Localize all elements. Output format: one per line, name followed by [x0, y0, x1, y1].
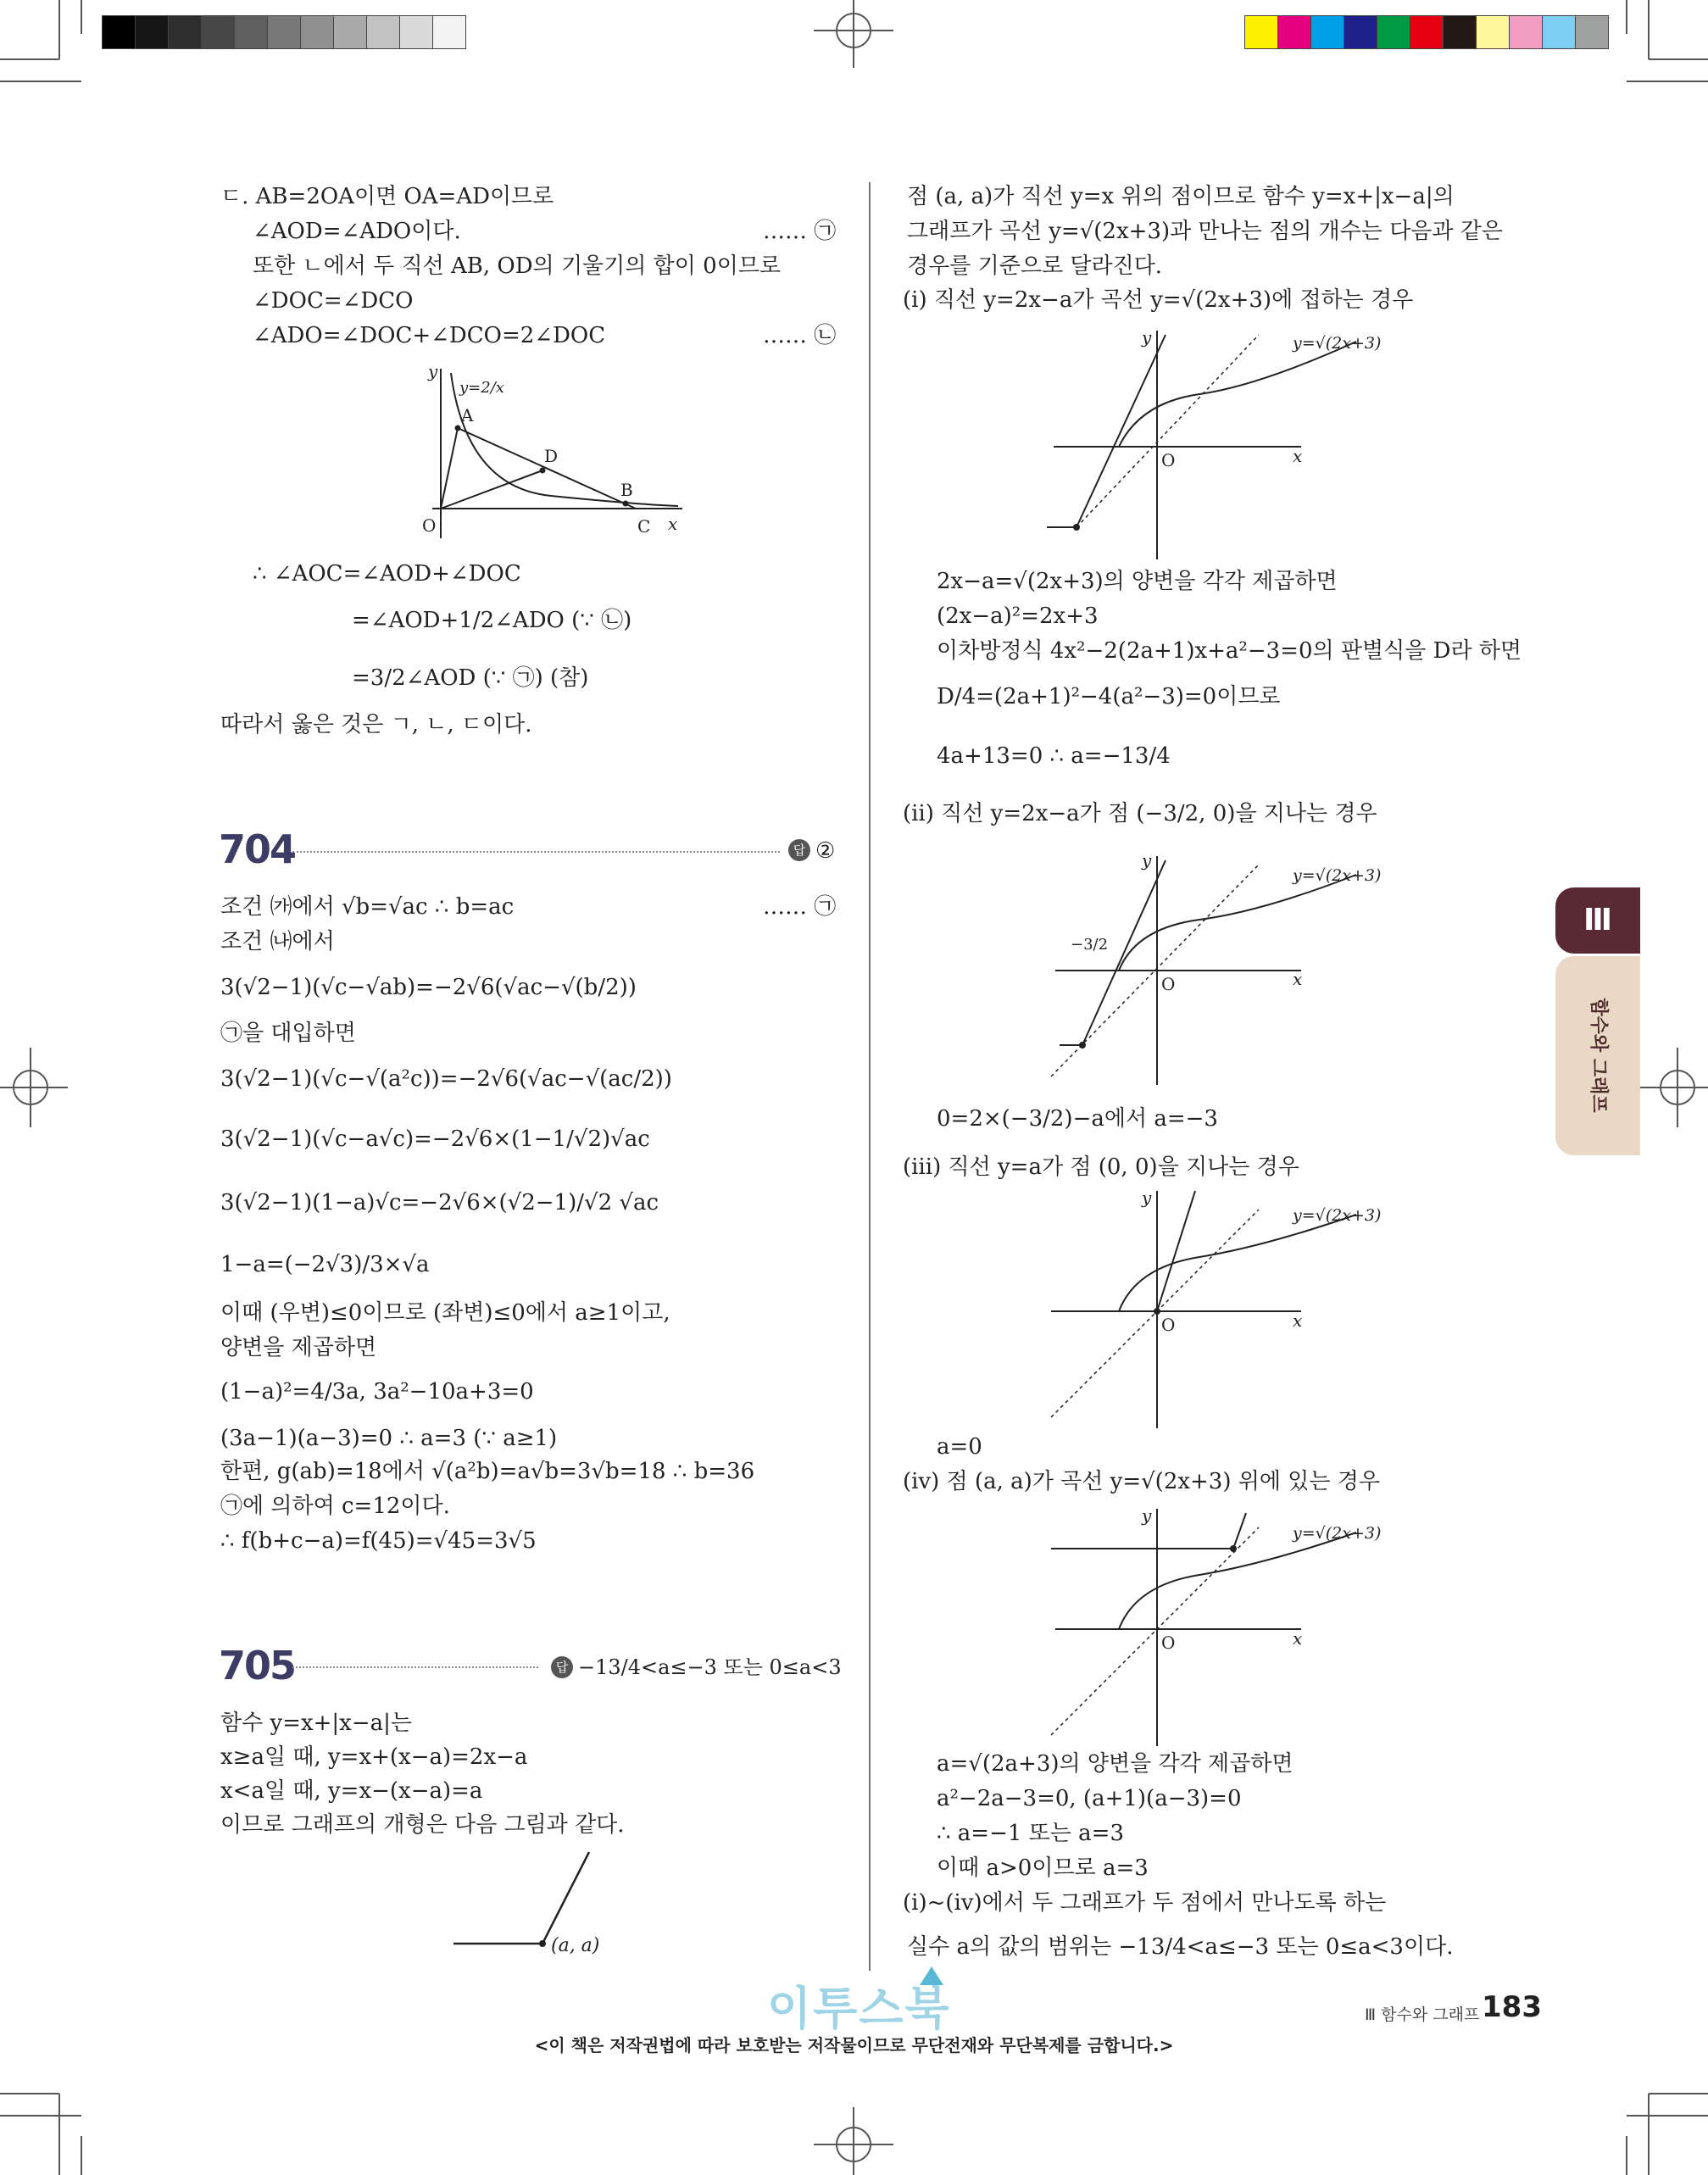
graph-case-1: [1047, 326, 1394, 564]
svg-text:x: x: [1293, 1310, 1303, 1331]
svg-text:x: x: [1293, 446, 1303, 466]
text-line: 양변을 제곱하면: [220, 1335, 377, 1360]
graph-case-2: [1047, 848, 1394, 1089]
case-title: (ⅰ) 직선 y=2x−a가 곡선 y=√(2x+3)에 접하는 경우: [903, 287, 1414, 313]
text-line: x<a일 때, y=x−(x−a)=a: [220, 1778, 483, 1804]
reciprocal-figure: [398, 360, 687, 547]
text-line: ∴ f(b+c−a)=f(45)=√45=3√5: [220, 1528, 537, 1554]
svg-text:y=√(2x+3): y=√(2x+3): [1293, 866, 1382, 885]
copyright-notice: <이 책은 저작권법에 따라 보호받는 저작물이므로 무단전재와 무단복제를 금합니다.>: [534, 2035, 1174, 2055]
text-line: x≥a일 때, y=x+(x−a)=2x−a: [220, 1744, 528, 1770]
svg-text:(a, a): (a, a): [551, 1935, 600, 1956]
text-line: D/4=(2a+1)²−4(a²−3)=0이므로: [937, 684, 1281, 709]
answer: −13/4<a≤−3 또는 0≤a<3: [578, 1655, 842, 1679]
svg-text:C: C: [637, 516, 651, 537]
text-line: =3/2∠AOD (∵ ㉠) (참): [352, 665, 589, 691]
text-line: 1−a=(−2√3)/3×√a: [220, 1252, 430, 1277]
problem-number: 704: [219, 826, 296, 872]
text-line: (3a−1)(a−3)=0 ∴ a=3 (∵ a≥1): [220, 1426, 558, 1451]
equation-tag: …… ㉡: [763, 323, 837, 348]
text-line: 또한 ㄴ에서 두 직선 AB, OD의 기울기의 합이 0이므로: [253, 253, 782, 279]
text-line: 한편, g(ab)=18에서 √(a²b)=a√b=3√b=18 ∴ b=36: [220, 1459, 755, 1484]
text-line: ㉠에 의하여 c=12이다.: [220, 1494, 450, 1519]
svg-text:y: y: [1142, 850, 1152, 871]
case-title: (ⅳ) 점 (a, a)가 곡선 y=√(2x+3) 위에 있는 경우: [903, 1469, 1380, 1494]
text-line: 그래프가 곡선 y=√(2x+3)과 만나는 점의 개수는 다음과 같은: [907, 219, 1504, 244]
text-line: =∠AOD+1/2∠ADO (∵ ㉡): [352, 608, 632, 633]
svg-text:x: x: [668, 514, 678, 534]
text-line: 조건 ㈎에서 √b=√ac ∴ b=ac: [220, 894, 515, 920]
text-line: 경우를 기준으로 달라진다.: [907, 253, 1163, 279]
text-line: ∠ADO=∠DOC+∠DCO=2∠DOC: [253, 323, 606, 348]
text-line: 점 (a, a)가 직선 y=x 위의 점이므로 함수 y=x+|x−a|의: [907, 184, 1455, 209]
svg-text:y: y: [428, 361, 438, 381]
svg-text:O: O: [1161, 1633, 1176, 1653]
equation-tag: …… ㉠: [763, 219, 837, 244]
answer-badge: 답: [551, 1656, 573, 1678]
svg-text:O: O: [1161, 1315, 1176, 1335]
page-number: 183: [1482, 1990, 1542, 2024]
running-head: Ⅲ 함수와 그래프: [1365, 2005, 1480, 2024]
text-line: ∠AOD=∠ADO이다.: [253, 219, 461, 244]
chapter-roman: Ⅲ: [1583, 903, 1613, 937]
svg-text:y: y: [1142, 1505, 1152, 1526]
text-line: 이차방정식 4x²−2(2a+1)x+a²−3=0의 판별식을 D라 하면: [937, 638, 1522, 664]
answer-badge: 답: [788, 839, 810, 861]
text-line: 이때 a>0이므로 a=3: [937, 1855, 1149, 1881]
text-line: 실수 a의 값의 범위는 −13/4<a≤−3 또는 0≤a<3이다.: [907, 1934, 1454, 1960]
chapter-title: 함수와 그래프: [1588, 998, 1609, 1113]
publisher-logo: 이투스북: [767, 1982, 951, 2035]
text-line: (2x−a)²=2x+3: [937, 604, 1099, 629]
text-line: ∴ ∠AOC=∠AOD+∠DOC: [253, 561, 521, 587]
svg-text:y=2/x: y=2/x: [459, 379, 504, 397]
text-line: 조건 ㈏에서: [220, 929, 335, 954]
leader-dots: [292, 1666, 538, 1668]
text-line: 0=2×(−3/2)−a에서 a=−3: [937, 1106, 1218, 1132]
column-divider: [869, 182, 871, 1971]
svg-text:−3/2: −3/2: [1071, 936, 1109, 954]
case-title: (ⅱ) 직선 y=2x−a가 점 (−3/2, 0)을 지나는 경우: [903, 801, 1377, 826]
text-line: ㉠을 대입하면: [220, 1021, 356, 1046]
equation-tag: …… ㉠: [763, 894, 837, 920]
graph-case-4: [1047, 1505, 1394, 1750]
text-line: a=√(2a+3)의 양변을 각각 제곱하면: [937, 1751, 1294, 1777]
text-line: (1−a)²=4/3a, 3a²−10a+3=0: [220, 1379, 534, 1405]
text-line: 따라서 옳은 것은 ㄱ, ㄴ, ㄷ이다.: [220, 712, 532, 737]
svg-text:x: x: [1293, 1628, 1303, 1649]
svg-text:D: D: [544, 446, 559, 466]
text-line: 이므로 그래프의 개형은 다음 그림과 같다.: [220, 1812, 625, 1838]
text-line: 4a+13=0 ∴ a=−13/4: [937, 743, 1171, 769]
text-line: a=0: [937, 1434, 982, 1460]
text-line: 함수 y=x+|x−a|는: [220, 1711, 413, 1736]
svg-text:x: x: [1293, 969, 1303, 989]
svg-text:O: O: [1161, 450, 1176, 470]
svg-text:y=√(2x+3): y=√(2x+3): [1293, 1524, 1382, 1543]
text-line: 3(√2−1)(√c−√(a²c))=−2√6(√ac−√(ac/2)): [220, 1066, 672, 1092]
logo-accent: [920, 1966, 943, 1985]
text-line: (ⅰ)~(ⅳ)에서 두 그래프가 두 점에서 만나도록 하는: [903, 1890, 1387, 1916]
svg-text:B: B: [620, 480, 633, 500]
text-line: 3(√2−1)(1−a)√c=−2√6×(√2−1)/√2 √ac: [220, 1190, 659, 1215]
text-line: ㄷ. AB=2OA이면 OA=AD이므로: [220, 184, 554, 209]
leader-dots: [292, 851, 780, 853]
absolute-value-sketch: [441, 1848, 653, 1966]
svg-text:O: O: [1161, 974, 1176, 994]
text-line: 2x−a=√(2x+3)의 양변을 각각 제곱하면: [937, 569, 1338, 594]
svg-text:y: y: [1142, 1188, 1152, 1208]
text-line: a²−2a−3=0, (a+1)(a−3)=0: [937, 1786, 1242, 1811]
case-title: (ⅲ) 직선 y=a가 점 (0, 0)을 지나는 경우: [903, 1154, 1299, 1180]
svg-text:A: A: [461, 405, 474, 426]
text-line: 이때 (우변)≤0이므로 (좌변)≤0에서 a≥1이고,: [220, 1300, 670, 1326]
problem-number: 705: [219, 1643, 296, 1688]
answer: ②: [815, 838, 836, 864]
svg-text:y: y: [1142, 327, 1152, 348]
svg-text:y=√(2x+3): y=√(2x+3): [1293, 1206, 1382, 1225]
text-line: 3(√2−1)(√c−√ab)=−2√6(√ac−√(b/2)): [220, 975, 637, 1000]
text-line: ∴ a=−1 또는 a=3: [937, 1821, 1125, 1846]
svg-text:y=√(2x+3): y=√(2x+3): [1293, 334, 1382, 353]
text-line: ∠DOC=∠DCO: [253, 288, 414, 314]
graph-case-3: [1047, 1187, 1394, 1432]
text-line: 3(√2−1)(√c−a√c)=−2√6×(1−1/√2)√ac: [220, 1126, 650, 1152]
svg-text:O: O: [422, 515, 437, 536]
